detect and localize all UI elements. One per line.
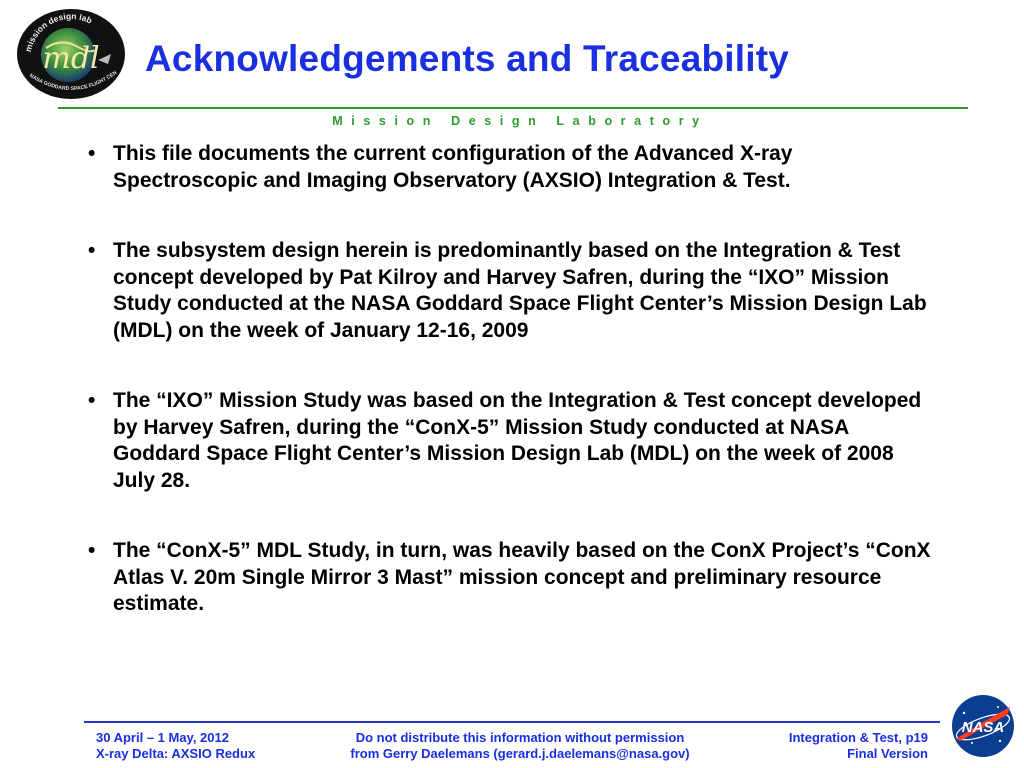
nasa-logo-text: NASA bbox=[961, 719, 1005, 736]
logo-bottom-text: NASA GODDARD SPACE FLIGHT CEN bbox=[28, 69, 119, 93]
footer-left bbox=[96, 730, 255, 762]
page-title: Acknowledgements and Traceability bbox=[145, 38, 790, 79]
logo-mdl-text: mdl bbox=[42, 41, 100, 76]
list-item bbox=[88, 141, 940, 194]
list-item bbox=[88, 538, 940, 618]
bullet-text: The “IXO” Mission Study was based on the Integration & Test concept developed by Harvey Safren, during the “ConX-5” Mission Study conducted at NASA Goddard Space Flight Center’s Mission Design Lab (MDL) on the week of 2008 July 28. bbox=[113, 389, 922, 492]
footer-center bbox=[310, 730, 730, 762]
bullet-list bbox=[88, 141, 940, 662]
footer-version: Final Version bbox=[847, 746, 928, 761]
footer-date: 30 April – 1 May, 2012 bbox=[96, 730, 229, 745]
bullet-marker: • bbox=[88, 239, 96, 262]
lab-tagline: Mission Design Laboratory bbox=[332, 114, 708, 128]
footer-right bbox=[789, 730, 928, 762]
footer-notice: Do not distribute this information without permission bbox=[355, 730, 685, 745]
logo-ring-text: mission design lab bbox=[22, 10, 94, 53]
bullet-text: The subsystem design herein is predominantly based on the Integration & Test concept developed by Pat Kilroy and Harvey Safren, during the “IXO” Mission Study conducted at the NASA Goddard Space Flight Center’s Mission Design Lab (MDL) on the week of January 12-16, 2009 bbox=[113, 239, 927, 342]
bullet-text: This file documents the current configuration of the Advanced X-ray Spectroscopic and Imaging Observatory (AXSIO) Integration & Test. bbox=[113, 142, 793, 192]
footer-contact: from Gerry Daelemans (gerard.j.daelemans@nasa.gov) bbox=[350, 746, 690, 761]
bullet-marker: • bbox=[88, 389, 96, 412]
list-item bbox=[88, 238, 940, 344]
list-item bbox=[88, 388, 940, 494]
mdl-logo bbox=[16, 8, 126, 100]
footer-divider bbox=[84, 721, 940, 723]
bullet-marker: • bbox=[88, 142, 96, 165]
footer-page: Integration & Test, p19 bbox=[788, 730, 928, 745]
bullet-text: The “ConX-5” MDL Study, in turn, was heavily based on the ConX Project’s “ConX Atlas V. 20m Single Mirror 3 Mast” mission concept and preliminary resource estimate. bbox=[113, 539, 931, 615]
nasa-logo bbox=[950, 693, 1016, 759]
footer-event: X-ray Delta: AXSIO Redux bbox=[96, 746, 256, 761]
header-divider bbox=[58, 107, 968, 109]
bullet-marker: • bbox=[88, 539, 96, 562]
